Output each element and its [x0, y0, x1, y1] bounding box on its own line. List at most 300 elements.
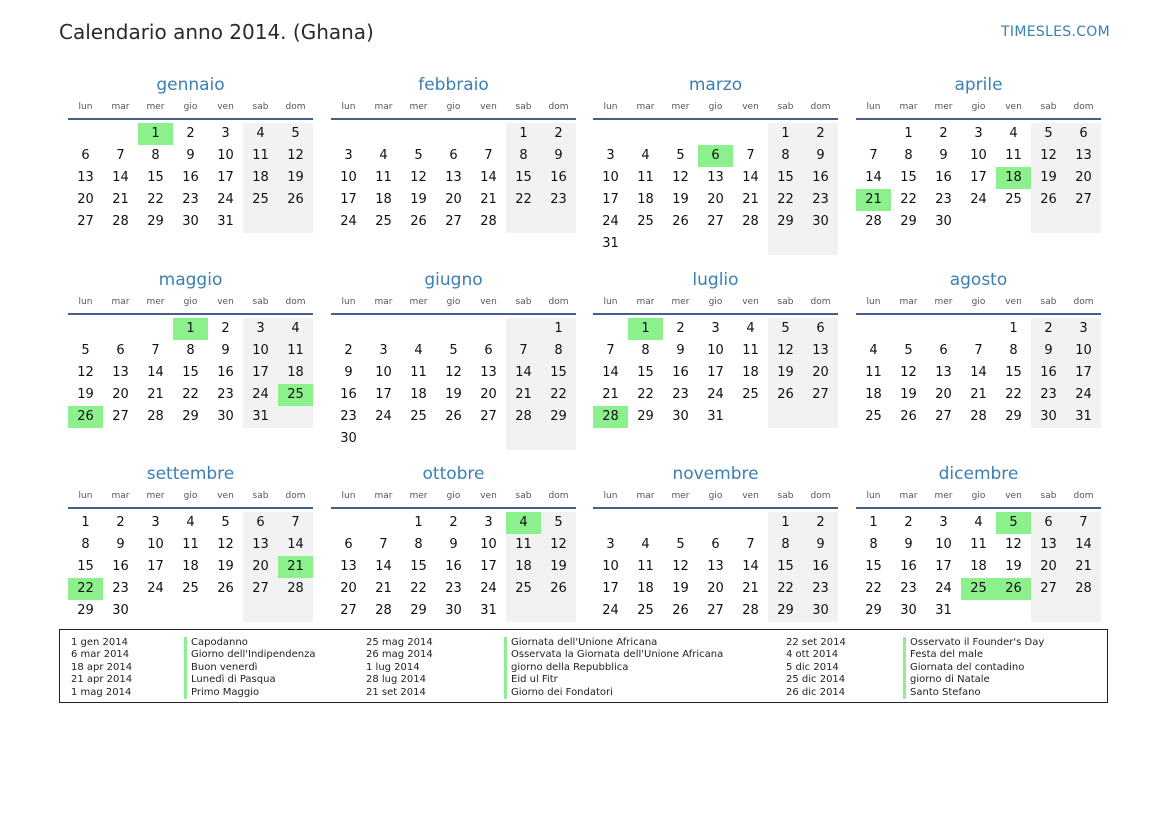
day-cell: 17	[602, 581, 619, 596]
weekday-label: sab	[515, 297, 532, 307]
day-cell: 22	[768, 189, 803, 211]
legend-holiday-name: Giorno dell'Indipendenza	[191, 649, 316, 661]
empty-day-cell	[628, 512, 663, 534]
weekday-label: lun	[78, 491, 93, 501]
day-cell: 14	[970, 365, 987, 380]
month-name: febbraio	[418, 75, 489, 95]
legend-holiday-name: Osservata la Giornata dell'Unione Africana	[511, 649, 724, 661]
holiday-day-cell: 26	[996, 578, 1031, 600]
day-cell: 12	[900, 365, 917, 380]
empty-day-cell	[366, 123, 401, 145]
weekday-label: lun	[866, 297, 881, 307]
legend-holiday-name: Giornata del contadino	[910, 661, 1025, 673]
day-cell: 3	[606, 537, 615, 552]
legend-dates-col-3	[786, 637, 846, 699]
day-cell: 10	[480, 537, 497, 552]
weekday-label: gio	[971, 297, 986, 307]
day-cell: 16	[541, 167, 576, 189]
weekday-label: gio	[446, 102, 461, 112]
month-febbraio	[331, 74, 576, 233]
day-cell: 7	[484, 148, 493, 163]
day-cell: 3	[974, 126, 983, 141]
weekday-header	[331, 489, 576, 509]
day-cell: 7	[1066, 512, 1101, 534]
empty-day-cell	[506, 318, 541, 340]
day-cell: 29	[410, 603, 427, 618]
day-cell: 8	[904, 148, 913, 163]
month-name: luglio	[692, 270, 739, 290]
day-cell: 26	[541, 578, 576, 600]
day-cell: 9	[449, 537, 458, 552]
weekday-label: ven	[742, 297, 759, 307]
day-cell: 18	[243, 167, 278, 189]
day-cell: 13	[803, 340, 838, 362]
day-cell: 9	[904, 537, 913, 552]
weekday-label: lun	[341, 102, 356, 112]
day-cell: 1	[768, 512, 803, 534]
day-cell: 12	[672, 559, 689, 574]
weekday-label: sab	[252, 491, 269, 501]
empty-day-cell	[856, 318, 891, 340]
day-cell: 12	[1031, 145, 1066, 167]
day-cell: 17	[935, 559, 952, 574]
day-cell: 5	[676, 537, 685, 552]
day-cell: 15	[182, 365, 199, 380]
day-cell: 19	[445, 387, 462, 402]
month-name: marzo	[688, 75, 743, 95]
day-cell: 22	[541, 384, 576, 406]
weekday-label: dom	[810, 102, 831, 112]
weekday-label: ven	[217, 297, 234, 307]
day-cell: 27	[445, 214, 462, 229]
day-cell: 16	[445, 559, 462, 574]
day-cell: 13	[1031, 534, 1066, 556]
weekday-label: sab	[1040, 297, 1057, 307]
day-cell: 13	[707, 170, 724, 185]
day-cell: 14	[742, 170, 759, 185]
day-cell: 28	[278, 578, 313, 600]
day-cell: 29	[900, 214, 917, 229]
day-cell: 17	[602, 192, 619, 207]
day-cell: 16	[803, 167, 838, 189]
day-cell: 1	[414, 515, 423, 530]
day-cell: 27	[1031, 578, 1066, 600]
weekday-label: mar	[111, 102, 130, 112]
day-cell: 28	[480, 214, 497, 229]
day-cell: 1	[506, 123, 541, 145]
day-cell: 5	[449, 343, 458, 358]
day-cell: 16	[112, 559, 129, 574]
weekday-label: ven	[742, 102, 759, 112]
day-cell: 16	[803, 556, 838, 578]
day-cell: 2	[344, 343, 353, 358]
days-grid	[331, 123, 576, 233]
weekday-label: gio	[708, 102, 723, 112]
empty-day-cell	[208, 600, 243, 622]
day-cell: 9	[116, 537, 125, 552]
day-cell: 12	[410, 170, 427, 185]
day-cell: 5	[541, 512, 576, 534]
day-cell: 26	[278, 189, 313, 211]
day-cell: 21	[742, 581, 759, 596]
weekday-label: lun	[341, 491, 356, 501]
empty-day-cell	[803, 233, 838, 255]
legend-date: 26 dic 2014	[786, 686, 846, 698]
day-cell: 6	[1031, 512, 1066, 534]
empty-day-cell	[243, 600, 278, 622]
empty-day-cell	[68, 123, 103, 145]
empty-day-cell	[278, 211, 313, 233]
empty-day-cell	[856, 123, 891, 145]
weekday-label: ven	[1005, 297, 1022, 307]
legend-holiday-name: giorno di Natale	[910, 674, 990, 686]
empty-day-cell	[436, 318, 471, 340]
day-cell: 20	[1066, 167, 1101, 189]
day-cell: 11	[278, 340, 313, 362]
day-cell: 4	[974, 515, 983, 530]
day-cell: 12	[541, 534, 576, 556]
day-cell: 27	[112, 409, 129, 424]
day-cell: 28	[506, 406, 541, 428]
legend-date: 6 mar 2014	[71, 649, 130, 661]
day-cell: 22	[865, 581, 882, 596]
day-cell: 20	[707, 581, 724, 596]
empty-day-cell	[471, 123, 506, 145]
day-cell: 1	[869, 515, 878, 530]
weekday-label: ven	[1005, 102, 1022, 112]
weekday-label: mer	[409, 297, 428, 307]
empty-day-cell	[331, 512, 366, 534]
month-aprile	[856, 74, 1101, 233]
day-cell: 9	[803, 534, 838, 556]
empty-day-cell	[891, 318, 926, 340]
day-cell: 15	[900, 170, 917, 185]
day-cell: 28	[147, 409, 164, 424]
day-cell: 16	[935, 170, 952, 185]
day-cell: 31	[1066, 406, 1101, 428]
empty-day-cell	[331, 123, 366, 145]
day-cell: 21	[1066, 556, 1101, 578]
empty-day-cell	[401, 123, 436, 145]
day-cell: 27	[77, 214, 94, 229]
day-cell: 30	[340, 431, 357, 446]
day-cell: 13	[707, 559, 724, 574]
weekday-label: mer	[409, 102, 428, 112]
day-cell: 8	[186, 343, 195, 358]
day-cell: 1	[541, 318, 576, 340]
day-cell: 8	[1009, 343, 1018, 358]
day-cell: 24	[970, 192, 987, 207]
empty-day-cell	[541, 211, 576, 233]
empty-day-cell	[401, 318, 436, 340]
empty-day-cell	[961, 211, 996, 233]
day-cell: 24	[602, 603, 619, 618]
holiday-day-cell: 26	[68, 406, 103, 428]
day-cell: 7	[746, 148, 755, 163]
empty-day-cell	[628, 233, 663, 255]
day-cell: 22	[637, 387, 654, 402]
weekday-label: ven	[217, 491, 234, 501]
day-cell: 8	[768, 145, 803, 167]
weekday-label: mar	[899, 297, 918, 307]
day-cell: 22	[768, 578, 803, 600]
empty-day-cell	[366, 512, 401, 534]
day-cell: 13	[445, 170, 462, 185]
day-cell: 24	[243, 384, 278, 406]
day-cell: 19	[1031, 167, 1066, 189]
weekday-label: mer	[934, 491, 953, 501]
day-cell: 30	[112, 603, 129, 618]
day-cell: 2	[939, 126, 948, 141]
empty-day-cell	[1066, 211, 1101, 233]
weekday-header	[856, 489, 1101, 509]
weekday-label: dom	[285, 297, 306, 307]
day-cell: 4	[414, 343, 423, 358]
day-cell: 20	[243, 556, 278, 578]
day-cell: 14	[112, 170, 129, 185]
day-cell: 13	[480, 365, 497, 380]
month-name: ottobre	[422, 464, 485, 484]
day-cell: 17	[217, 170, 234, 185]
day-cell: 11	[410, 365, 427, 380]
day-cell: 20	[707, 192, 724, 207]
weekday-label: gio	[708, 491, 723, 501]
legend-date: 5 dic 2014	[786, 661, 839, 673]
empty-day-cell	[961, 600, 996, 622]
day-cell: 28	[742, 603, 759, 618]
day-cell: 23	[217, 387, 234, 402]
legend-names-col-2	[504, 637, 723, 699]
day-cell: 15	[541, 362, 576, 384]
day-cell: 19	[1005, 559, 1022, 574]
month-name: gennaio	[156, 75, 225, 95]
day-cell: 18	[278, 362, 313, 384]
day-cell: 7	[746, 537, 755, 552]
day-cell: 15	[147, 170, 164, 185]
day-cell: 6	[1066, 123, 1101, 145]
weekday-label: dom	[548, 102, 569, 112]
day-cell: 22	[506, 189, 541, 211]
day-cell: 24	[602, 214, 619, 229]
day-cell: 10	[217, 148, 234, 163]
day-cell: 15	[1005, 365, 1022, 380]
day-cell: 30	[900, 603, 917, 618]
day-cell: 8	[541, 340, 576, 362]
weekday-label: mar	[899, 491, 918, 501]
day-cell: 17	[340, 192, 357, 207]
weekday-label: lun	[78, 102, 93, 112]
day-cell: 27	[340, 603, 357, 618]
weekday-label: lun	[78, 297, 93, 307]
month-settembre	[68, 463, 313, 622]
empty-day-cell	[506, 600, 541, 622]
brand-link[interactable]: TIMESLES.COM	[1001, 24, 1110, 40]
legend-date: 25 dic 2014	[786, 674, 846, 686]
day-cell: 20	[340, 581, 357, 596]
day-cell: 4	[1009, 126, 1018, 141]
day-cell: 24	[935, 581, 952, 596]
day-cell: 15	[768, 556, 803, 578]
day-cell: 23	[803, 578, 838, 600]
day-cell: 14	[1066, 534, 1101, 556]
day-cell: 12	[445, 365, 462, 380]
day-cell: 17	[243, 362, 278, 384]
day-cell: 6	[116, 343, 125, 358]
empty-day-cell	[1031, 211, 1066, 233]
day-cell: 28	[1066, 578, 1101, 600]
day-cell: 9	[676, 343, 685, 358]
day-cell: 6	[344, 537, 353, 552]
day-cell: 13	[935, 365, 952, 380]
weekday-label: mer	[671, 297, 690, 307]
weekday-label: lun	[866, 102, 881, 112]
holiday-day-cell: 21	[856, 189, 891, 211]
weekday-label: lun	[866, 491, 881, 501]
weekday-label: ven	[480, 297, 497, 307]
empty-day-cell	[733, 123, 768, 145]
day-cell: 12	[1005, 537, 1022, 552]
empty-day-cell	[541, 428, 576, 450]
day-cell: 27	[707, 603, 724, 618]
day-cell: 14	[506, 362, 541, 384]
weekday-label: mar	[636, 297, 655, 307]
weekday-label: mar	[374, 297, 393, 307]
page-title: Calendario anno 2014. (Ghana)	[59, 20, 374, 44]
month-name: maggio	[158, 270, 223, 290]
day-cell: 5	[221, 515, 230, 530]
day-cell: 11	[742, 343, 759, 358]
day-cell: 30	[217, 409, 234, 424]
day-cell: 11	[637, 559, 654, 574]
days-grid	[593, 512, 838, 622]
day-cell: 18	[742, 365, 759, 380]
day-cell: 22	[182, 387, 199, 402]
holiday-day-cell: 1	[173, 318, 208, 340]
legend-date: 21 set 2014	[366, 686, 426, 698]
day-cell: 10	[1066, 340, 1101, 362]
weekday-label: mer	[146, 102, 165, 112]
day-cell: 23	[182, 192, 199, 207]
day-cell: 29	[147, 214, 164, 229]
day-cell: 11	[970, 537, 987, 552]
day-cell: 10	[602, 170, 619, 185]
weekday-label: dom	[1073, 102, 1094, 112]
day-cell: 15	[637, 365, 654, 380]
day-cell: 11	[1005, 148, 1022, 163]
month-luglio	[593, 269, 838, 428]
day-cell: 7	[869, 148, 878, 163]
month-gennaio	[68, 74, 313, 233]
day-cell: 4	[379, 148, 388, 163]
holiday-day-cell: 22	[68, 578, 103, 600]
weekday-label: gio	[971, 102, 986, 112]
day-cell: 20	[1031, 556, 1066, 578]
day-cell: 10	[602, 559, 619, 574]
days-grid	[856, 512, 1101, 622]
day-cell: 3	[1066, 318, 1101, 340]
weekday-label: mer	[934, 102, 953, 112]
day-cell: 3	[243, 318, 278, 340]
day-cell: 16	[340, 387, 357, 402]
day-cell: 21	[506, 384, 541, 406]
day-cell: 10	[243, 340, 278, 362]
day-cell: 25	[506, 578, 541, 600]
month-name: giugno	[424, 270, 483, 290]
day-cell: 29	[182, 409, 199, 424]
day-cell: 19	[77, 387, 94, 402]
day-cell: 25	[742, 387, 759, 402]
day-cell: 25	[637, 603, 654, 618]
day-cell: 2	[449, 515, 458, 530]
weekday-label: mer	[409, 491, 428, 501]
day-cell: 26	[672, 603, 689, 618]
day-cell: 20	[935, 387, 952, 402]
day-cell: 21	[112, 192, 129, 207]
weekday-label: sab	[515, 491, 532, 501]
day-cell: 19	[672, 581, 689, 596]
weekday-label: sab	[1040, 102, 1057, 112]
day-cell: 14	[375, 559, 392, 574]
weekday-label: mer	[934, 297, 953, 307]
day-cell: 23	[112, 581, 129, 596]
empty-day-cell	[593, 318, 628, 340]
holiday-day-cell: 4	[506, 512, 541, 534]
day-cell: 26	[672, 214, 689, 229]
weekday-label: gio	[446, 491, 461, 501]
day-cell: 17	[707, 365, 724, 380]
days-grid	[593, 318, 838, 428]
day-cell: 18	[506, 556, 541, 578]
day-cell: 3	[484, 515, 493, 530]
day-cell: 26	[217, 581, 234, 596]
day-cell: 8	[641, 343, 650, 358]
weekday-header	[331, 100, 576, 120]
legend-holiday-name: giorno della Repubblica	[511, 661, 629, 673]
legend-date: 1 mag 2014	[71, 686, 132, 698]
day-cell: 24	[375, 409, 392, 424]
day-cell: 26	[410, 214, 427, 229]
day-cell: 20	[77, 192, 94, 207]
day-cell: 28	[970, 409, 987, 424]
day-cell: 4	[641, 148, 650, 163]
day-cell: 19	[672, 192, 689, 207]
day-cell: 11	[243, 145, 278, 167]
day-cell: 13	[77, 170, 94, 185]
weekday-header	[68, 100, 313, 120]
weekday-label: mar	[636, 491, 655, 501]
empty-day-cell	[278, 406, 313, 428]
day-cell: 28	[865, 214, 882, 229]
weekday-label: ven	[742, 491, 759, 501]
day-cell: 6	[803, 318, 838, 340]
weekday-label: dom	[810, 297, 831, 307]
weekday-label: gio	[446, 297, 461, 307]
legend-date: 26 mag 2014	[366, 649, 433, 661]
day-cell: 11	[506, 534, 541, 556]
weekday-label: mar	[899, 102, 918, 112]
weekday-header	[331, 295, 576, 315]
day-cell: 17	[375, 387, 392, 402]
day-cell: 8	[768, 534, 803, 556]
weekday-label: ven	[1005, 491, 1022, 501]
day-cell: 28	[375, 603, 392, 618]
day-cell: 3	[379, 343, 388, 358]
legend-date: 18 apr 2014	[71, 661, 133, 673]
holiday-day-cell: 25	[278, 384, 313, 406]
day-cell: 26	[445, 409, 462, 424]
day-cell: 30	[182, 214, 199, 229]
empty-day-cell	[103, 123, 138, 145]
